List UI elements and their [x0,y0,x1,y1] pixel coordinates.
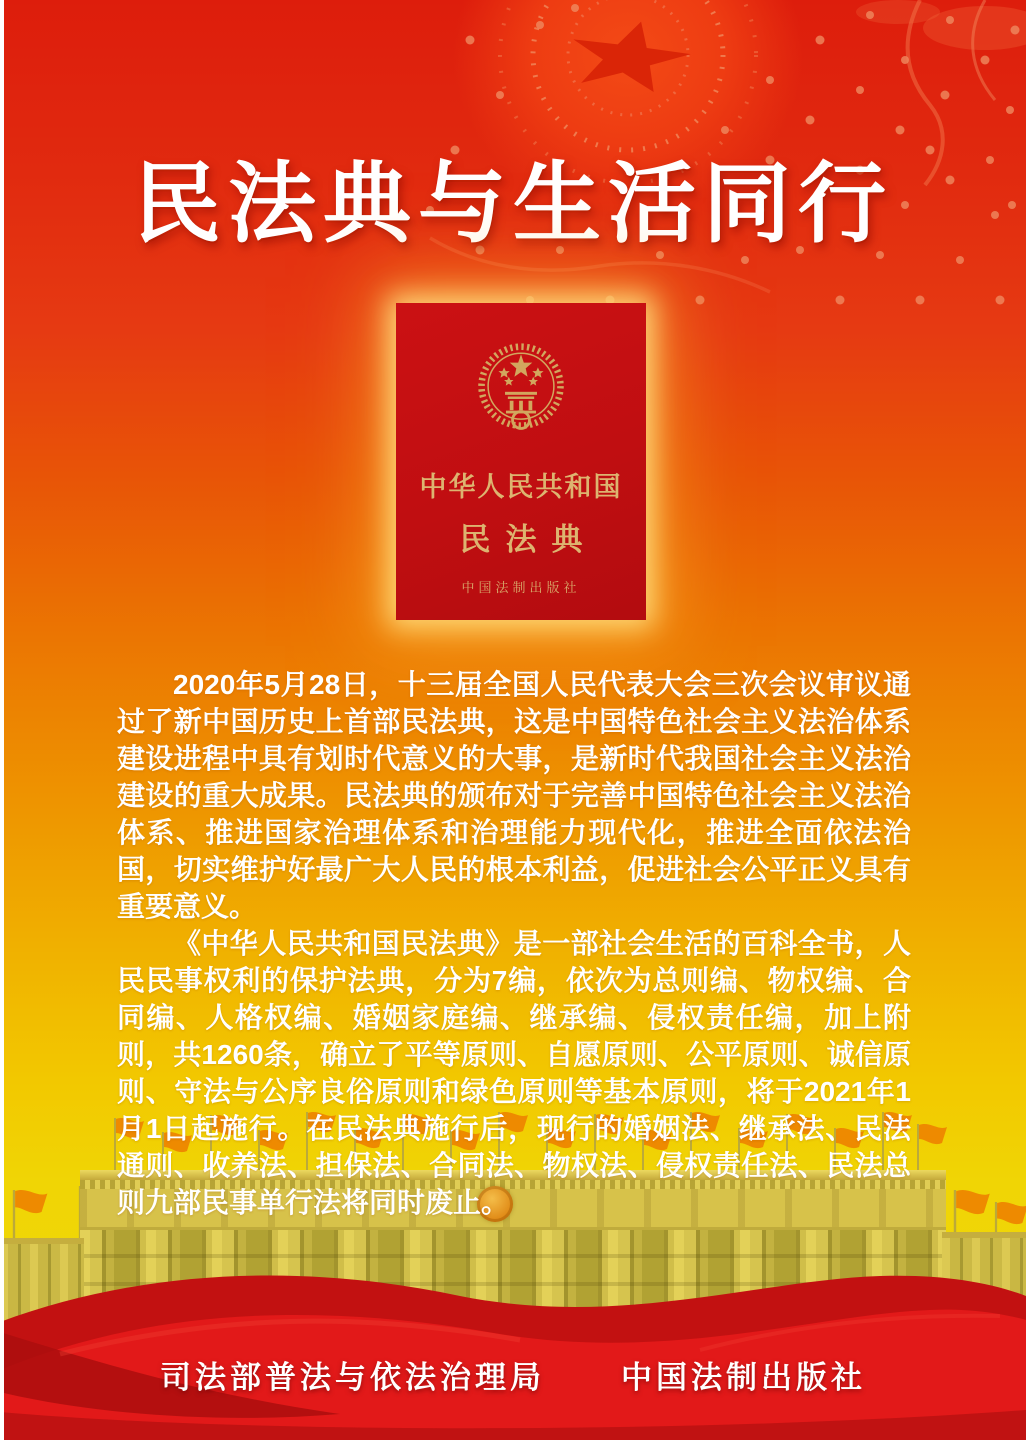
paragraph-2: 《中华人民共和国民法典》是一部社会生活的百科全书，人民民事权利的保护法典，分为7编，依次为总则编、物权编、合同编、人格权编、婚姻家庭编、继承编、侵权责任编，加上附则，共1260条，确立了平等原则、自愿原则、公平原则、诚信原则、守法与公序良俗原则和绿色原则等基本原则，将于2021年1月1日起施行。在民法典施行后，现行的婚姻法、继承法、民法通则、收养法、担保法、合同法、物权法、侵权责任法、民法总则九部民事单行法将同时废止。 [117,928,911,1218]
left-white-edge [0,0,4,1440]
book-title-line1: 中华人民共和国 [419,472,623,502]
book-title-line2: 民法典 [459,522,598,557]
page-title: 民法典与生活同行 [132,154,893,253]
national-emblem-icon [474,339,568,439]
body-text [117,666,911,1221]
book-publisher: 中国法制出版社 [461,580,581,595]
credit-org2: 中国法制出版社 [621,1360,866,1395]
civil-code-book-cover [396,303,646,620]
red-ribbon [0,1262,1026,1440]
credit-org1: 司法部普法与依法治理局 [160,1360,545,1395]
paragraph-1: 2020年5月28日，十三届全国人民代表大会三次会议审议通过了新中国历史上首部民法典，这是中国特色社会主义法治体系建设进程中具有划时代意义的大事，是新时代我国社会主义法治建设的重大成果。民法典的颁布对于完善中国特色社会主义法治体系、推进国家治理体系和治理能力现代化，推进全面依法治国，切实维护好最广大人民的根本利益，促进社会公平正义具有重要意义。 [117,669,911,922]
footer-credits [0,1352,1026,1397]
